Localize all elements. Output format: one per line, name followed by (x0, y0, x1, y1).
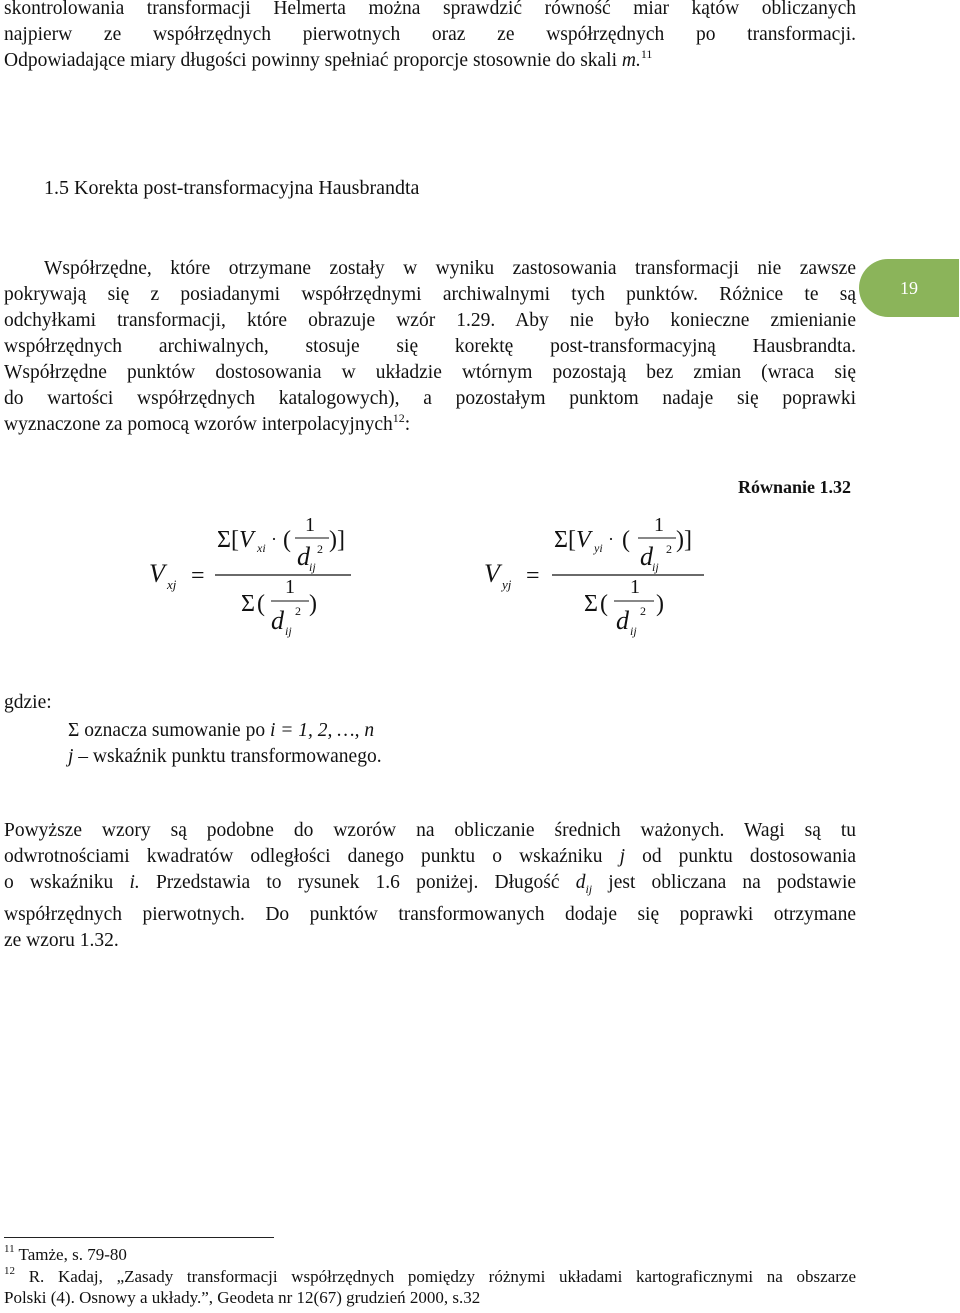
equation-label: Równanie 1.32 (738, 477, 852, 497)
svg-text:ij: ij (285, 624, 292, 638)
svg-text:1: 1 (630, 576, 640, 598)
text-line: współrzędnych archiwalnych, stosuje się korektę post-transformacyjną Hausbrandta. (4, 336, 856, 357)
svg-text:d: d (640, 542, 653, 571)
svg-text:[: [ (568, 527, 576, 553)
section-heading: 1.5 Korekta post-transformacyjna Hausbrandta (44, 177, 420, 199)
svg-text:ij: ij (630, 624, 637, 638)
svg-text:2: 2 (666, 542, 672, 556)
text-line: wyznaczone za pomocą wzorów interpolacyjnych$^{12}$: (4, 410, 411, 435)
formula-lhs-sub: xj (167, 577, 177, 592)
svg-text:2: 2 (317, 542, 323, 556)
svg-text:): ) (656, 591, 664, 617)
svg-text:d: d (616, 606, 629, 635)
formula-lhs-sub: yj (502, 577, 512, 592)
sum-symbol: Σ (217, 527, 231, 553)
text-line: o wskaźniku i. Przedstawia to rysunek 1.6 poniżej. Długość $d_{ij}$ jest obliczana na podstawie (4, 872, 857, 896)
formula-equals: = (526, 563, 540, 589)
text-line: Współrzędne punktów dostosowania w układzie wtórnym pozostają bez zmian (wraca się (4, 362, 856, 383)
svg-text:·: · (271, 529, 277, 549)
svg-text:1: 1 (654, 514, 664, 536)
svg-text:(: ( (283, 527, 291, 553)
svg-text:(: ( (600, 591, 608, 617)
svg-text:ij: ij (652, 560, 659, 574)
footnote-12: $^{12}$ R. Kadaj, „Zasady transformacji współrzędnych pomiędzy różnymi układami kartograficznymi na obszarze Polski (4). Osnowy a układy.”, Geodeta nr 12(67) grudzień 2000, s.32 (4, 1265, 856, 1307)
svg-text:d: d (271, 606, 284, 635)
sum-symbol: Σ (554, 527, 568, 553)
svg-text:)]: )] (329, 527, 345, 553)
footnote-divider (4, 1237, 274, 1238)
svg-text:yi: yi (594, 541, 603, 555)
formula-equals: = (191, 563, 205, 589)
svg-text:): ) (309, 591, 317, 617)
svg-text:d: d (297, 542, 310, 571)
svg-text:ij: ij (309, 560, 316, 574)
svg-text:V: V (576, 527, 591, 553)
definitions-list (68, 718, 382, 770)
text-line: odchyłkami transformacji, które obrazuje wzór 1.29. Aby nie było konieczne zmienianie (4, 310, 856, 331)
definition-item: j – wskaźnik punktu transformowanego. (68, 746, 382, 767)
svg-text:(: ( (257, 591, 265, 617)
svg-text:(: ( (622, 527, 630, 553)
text-line: skontrolowania transformacji Helmerta można sprawdzić równość miar kątów obliczanych (4, 0, 856, 19)
svg-text:2: 2 (640, 604, 646, 618)
text-line: najpierw ze współrzędnych pierwotnych oraz ze współrzędnych po transformacji. (4, 24, 856, 45)
text-line: współrzędnych pierwotnych. Do punktów transformowanych dodaje się poprawki otrzymane (4, 903, 856, 925)
formula-lhs: V (484, 559, 500, 588)
formula-vxj (145, 505, 425, 645)
text-line: pokrywają się z posiadanymi współrzędnymi archiwalnymi tych punktów. Różnice te są (4, 284, 856, 305)
text-line: do wartości współrzędnych katalogowych), a pozostałym punktom nadaje się poprawki (4, 388, 856, 409)
svg-text:Σ: Σ (241, 591, 255, 617)
svg-text:1: 1 (285, 576, 295, 598)
svg-text:·: · (608, 529, 614, 549)
svg-text:xi: xi (257, 541, 266, 555)
formula-vyj (480, 505, 760, 645)
text-line: Powyższe wzory są podobne do wzorów na obliczanie średnich ważonych. Wagi są tu (4, 820, 856, 841)
where-label: gdzie: (4, 692, 52, 713)
formula-lhs: V (149, 559, 165, 588)
footnote-ref[interactable]: 12 (392, 410, 405, 425)
page-number-badge: 19 (859, 259, 959, 317)
text-line: Współrzędne, które otrzymane zostały w wyniku zastosowania transformacji nie zawsze (44, 258, 856, 279)
footnote-ref[interactable]: 11 (640, 46, 653, 61)
svg-text:V: V (239, 527, 254, 553)
body-paragraph (4, 818, 856, 954)
text-line: ze wzoru 1.32. (4, 929, 119, 951)
intro-paragraph (4, 0, 856, 74)
footnote-11: $^{11}$ Tamże, s. 79-80 (4, 1243, 127, 1264)
body-paragraph (4, 256, 856, 438)
svg-text:1: 1 (305, 514, 315, 536)
svg-text:)]: )] (676, 527, 692, 553)
svg-text:[: [ (231, 527, 239, 553)
text-line: odwrotnościami kwadratów odległości danego punktu o wskaźniku j od punktu dostosowania (4, 846, 857, 867)
svg-text:Σ: Σ (584, 591, 598, 617)
definition-item: Σ oznacza sumowanie po i = 1, 2, …, n (68, 720, 375, 741)
text-line: Odpowiadające miary długości powinny spełniać proporcje stosownie do skali m.$^{11}$ (4, 46, 653, 71)
svg-text:2: 2 (295, 604, 301, 618)
